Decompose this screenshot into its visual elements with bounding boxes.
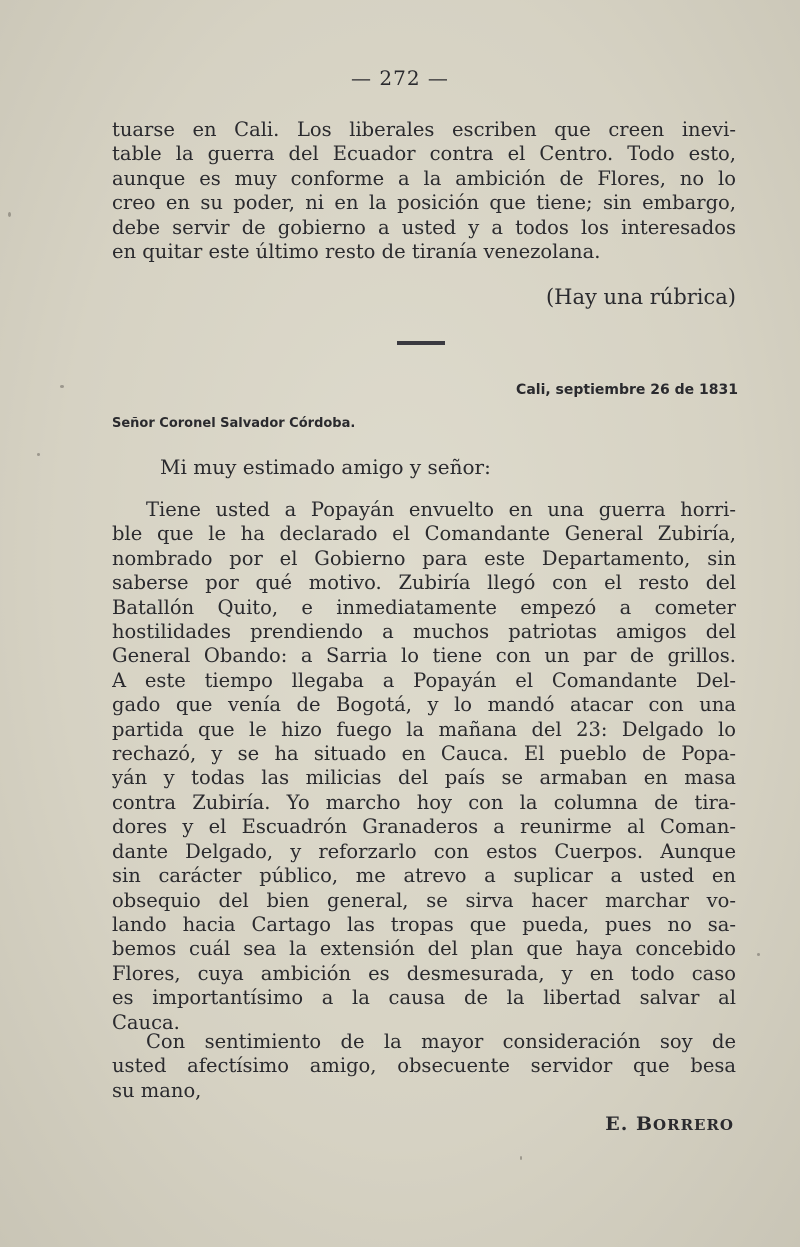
text-line: gado que venía de Bogotá, y lo mandó atacar con una <box>112 693 736 717</box>
text-line: Batallón Quito, e inmediatamente empezó a cometer <box>112 595 736 619</box>
text-line: ble que le ha declarado el Comandante General Zubiría, <box>112 522 736 546</box>
text-line: General Obando: a Sarria lo tiene con un par de grillos. <box>112 644 736 668</box>
text-line: saberse por qué motivo. Zubiría llegó con el resto del <box>112 571 736 595</box>
text-line: usted afectísimo amigo, obsecuente servidor que besa <box>112 1054 736 1078</box>
text-line: en quitar este último resto de tiranía venezolana. <box>112 240 601 264</box>
text-line: su mano, <box>112 1078 202 1102</box>
text-line: es importantísimo a la causa de la libertad salvar al <box>112 986 736 1010</box>
text-line: aunque es muy conforme a la ambición de Flores, no lo <box>112 166 736 190</box>
paper-speck <box>60 385 64 388</box>
page-number: — 272 — <box>351 66 449 90</box>
text-line: Flores, cuya ambición es desmesurada, y en todo caso <box>112 961 736 985</box>
text-line: rechazó, y se ha situado en Cauca. El pueblo de Popa- <box>112 742 736 766</box>
paper-speck <box>757 953 760 956</box>
text-line: dante Delgado, y reforzarlo con estos Cuerpos. Aunque <box>112 839 736 863</box>
text-line: bemos cuál sea la extensión del plan que haya concebido <box>112 937 736 961</box>
text-line: nombrado por el Gobierno para este Departamento, sin <box>112 546 736 570</box>
letter-signature <box>605 1113 734 1135</box>
letter-addressee: Señor Coronel Salvador Córdoba. <box>112 416 356 431</box>
letter-dateline: Cali, septiembre 26 de 1831 <box>516 382 738 398</box>
paper-speck <box>520 1156 522 1160</box>
text-line: Tiene usted a Popayán envuelto en una guerra horri- <box>146 498 736 521</box>
rubrica-note: (Hay una rúbrica) <box>545 285 736 309</box>
text-line: obsequio del bien general, se sirva hacer marchar vo- <box>112 888 736 912</box>
signature-initial: E. B <box>605 1113 654 1135</box>
text-line: yán y todas las milicias del país se armaban en masa <box>112 766 736 790</box>
paper-speck <box>8 212 11 217</box>
text-line: dores y el Escuadrón Granaderos a reunirme al Coman- <box>112 815 736 839</box>
text-line: Con sentimiento de la mayor consideración soy de <box>146 1030 736 1053</box>
continuation-paragraph <box>112 118 736 264</box>
letter-salutation: Mi muy estimado amigo y señor: <box>160 455 491 479</box>
text-line: Cauca. <box>112 1010 180 1034</box>
paper-speck <box>37 453 40 456</box>
signature-rest: ORRERO <box>653 1116 734 1134</box>
text-line: lando hacia Cartago las tropas que pueda, pues no sa- <box>112 912 736 936</box>
text-line: hostilidades prendiendo a muchos patriotas amigos del <box>112 620 736 644</box>
letter-closing-paragraph <box>112 1030 736 1103</box>
text-line: contra Zubiría. Yo marcho hoy con la columna de tira- <box>112 790 736 814</box>
text-line: partida que le hizo fuego la mañana del 23: Delgado lo <box>112 717 736 741</box>
text-line: A este tiempo llegaba a Popayán el Comandante Del- <box>112 668 736 692</box>
letter-body-paragraph <box>112 498 736 1035</box>
text-line: table la guerra del Ecuador contra el Centro. Todo esto, <box>112 142 736 166</box>
text-line: tuarse en Cali. Los liberales escriben que creen inevi- <box>112 118 736 141</box>
section-divider <box>397 341 445 345</box>
text-line: sin carácter público, me atrevo a suplicar a usted en <box>112 864 736 888</box>
text-line: creo en su poder, ni en la posición que tiene; sin embargo, <box>112 191 736 215</box>
text-line: debe servir de gobierno a usted y a todos los interesados <box>112 215 736 239</box>
